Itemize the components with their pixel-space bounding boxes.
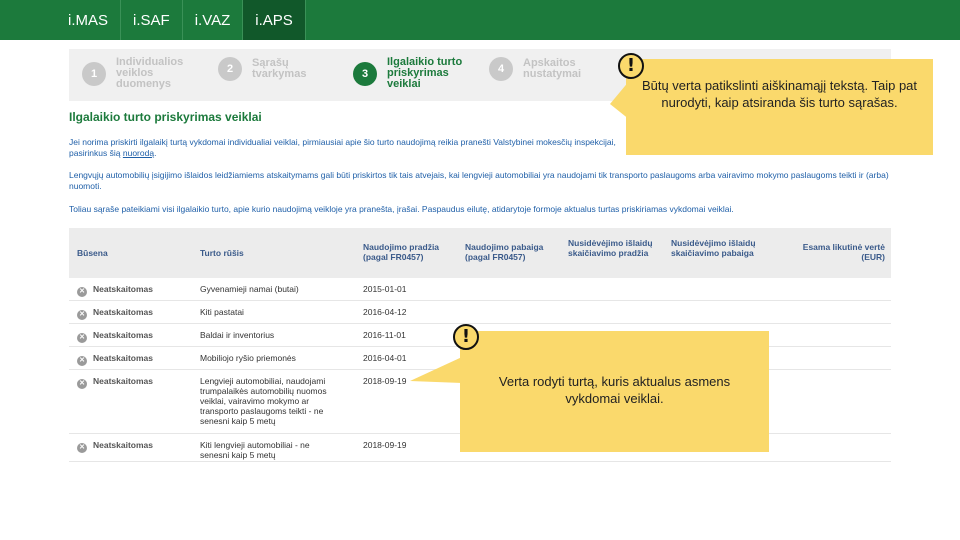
info-paragraph: Jei norima priskirti ilgalaikį turtą vykdomai individualiai veiklai, pirmiausiai apie šio turto naudojimą reikia pranešti Valstybinei mokesčių inspekcijai, pasirinkus šią nuorodą.	[69, 137, 616, 158]
step-number: 3	[353, 62, 377, 86]
start-cell: 2016-04-01	[363, 353, 407, 363]
status-text: Neatskaitomas	[93, 353, 154, 363]
header-value[interactable]: Esama likutinė vertė (EUR)	[802, 242, 885, 262]
header-type[interactable]: Turto rūšis	[200, 248, 244, 258]
table-header	[69, 228, 891, 278]
status-cell	[77, 353, 153, 366]
cross-icon: ✕	[77, 310, 87, 320]
status-cell	[77, 440, 153, 453]
warning-icon: !	[618, 53, 644, 79]
type-cell: Lengvieji automobiliai, naudojami trumpalaikės automobilių nuomos veiklai, vairavimo mokymo ar transporto paslaugoms teikti - ne senesni kaip 5 metų	[200, 376, 327, 426]
header-dep-end[interactable]: Nusidėvėjimo išlaidų skaičiavimo pabaiga	[671, 238, 756, 258]
callout-pointer-bottom	[408, 355, 464, 395]
tab-isaf[interactable]: i.SAF	[121, 0, 183, 40]
list-info-paragraph: Toliau sąraše pateikiami visi ilgalaikio turto, apie kurio naudojimą veikloje yra pranešta, įrašai. Paspaudus eilutę, atidarytoje formoje aktualus turtas priskiriamas vykdomai veiklai.	[69, 204, 734, 214]
cross-icon: ✕	[77, 333, 87, 343]
header-dep-start[interactable]: Nusidėvėjimo išlaidų skaičiavimo pradžia	[568, 238, 653, 258]
cross-icon: ✕	[77, 443, 87, 453]
cross-icon: ✕	[77, 356, 87, 366]
start-cell: 2016-04-12	[363, 307, 407, 317]
tab-imas[interactable]: i.MAS	[56, 0, 121, 40]
start-cell: 2018-09-19	[363, 440, 407, 450]
start-cell: 2018-09-19	[363, 376, 407, 386]
review-comment-bottom	[460, 331, 769, 452]
status-cell	[77, 376, 153, 389]
tab-ivaz[interactable]: i.VAZ	[183, 0, 244, 40]
step-1[interactable]	[82, 57, 198, 90]
step-3[interactable]	[353, 57, 469, 90]
step-label: Individualios veiklos duomenys	[116, 56, 184, 90]
type-cell: Kiti pastatai	[200, 307, 244, 317]
report-link[interactable]: nuorodą	[122, 148, 155, 158]
step-number: 4	[489, 57, 513, 81]
tab-iaps[interactable]: i.APS	[243, 0, 306, 40]
status-text: Neatskaitomas	[93, 440, 154, 450]
type-cell: Baldai ir inventorius	[200, 330, 275, 340]
info-text: Jei norima priskirti ilgalaikį turtą vykdomai individualiai veiklai, pirmiausiai apie šio turto naudojimą reikia pranešti Valstybinei mokesčių inspekcijai, pasirinkus šią	[69, 137, 616, 158]
step-label: Sąrašų tvarkymas	[252, 57, 307, 80]
table-row[interactable]	[69, 278, 891, 301]
start-cell: 2015-01-01	[363, 284, 407, 294]
status-text: Neatskaitomas	[93, 307, 154, 317]
comment-text: Verta rodyti turtą, kuris aktualus asmens vykdomai veiklai.	[498, 374, 731, 406]
review-comment-top	[626, 59, 933, 155]
cross-icon: ✕	[77, 287, 87, 297]
start-cell: 2016-11-01	[363, 330, 406, 340]
step-number: 2	[218, 57, 242, 81]
step-label: Ilgalaikio turto priskyrimas veiklai	[387, 56, 463, 90]
step-4[interactable]	[489, 57, 605, 81]
top-navigation	[0, 0, 960, 40]
step-2[interactable]	[218, 57, 334, 81]
page-title: Ilgalaikio turto priskyrimas veiklai	[69, 110, 262, 124]
header-end[interactable]: Naudojimo pabaiga (pagal FR0457)	[465, 242, 544, 262]
status-text: Neatskaitomas	[93, 330, 154, 340]
header-start[interactable]: Naudojimo pradžia (pagal FR0457)	[363, 242, 440, 262]
status-cell	[77, 284, 153, 297]
status-cell	[77, 330, 153, 343]
step-label: Apskaitos nustatymai	[523, 57, 582, 80]
cross-icon: ✕	[77, 379, 87, 389]
status-cell	[77, 307, 153, 320]
warning-icon: !	[453, 324, 479, 350]
step-number: 1	[82, 62, 106, 86]
status-text: Neatskaitomas	[93, 284, 154, 294]
comment-text: Būtų verta patikslinti aiškinamąjį tekstą. Taip pat nurodyti, kaip atsiranda šis turto sąrašas.	[641, 78, 918, 110]
status-text: Neatskaitomas	[93, 376, 154, 386]
type-cell: Kiti lengvieji automobiliai - ne senesni kaip 5 metų	[200, 440, 310, 460]
type-cell: Gyvenamieji namai (butai)	[200, 284, 299, 294]
header-status[interactable]: Būsena	[77, 248, 108, 258]
car-info-paragraph: Lengvųjų automobilių įsigijimo išlaidos leidžiamiems atskaitymams gali būti priskirtos tik tais atvejais, kai lengvieji automobiliai yra naudojami tik transporto paslaugoms arba vairavimo mokymo paslaugoms teikti ir (arba) nuomoti.	[69, 170, 889, 191]
table-row[interactable]	[69, 301, 891, 324]
type-cell: Mobiliojo ryšio priemonės	[200, 353, 296, 363]
